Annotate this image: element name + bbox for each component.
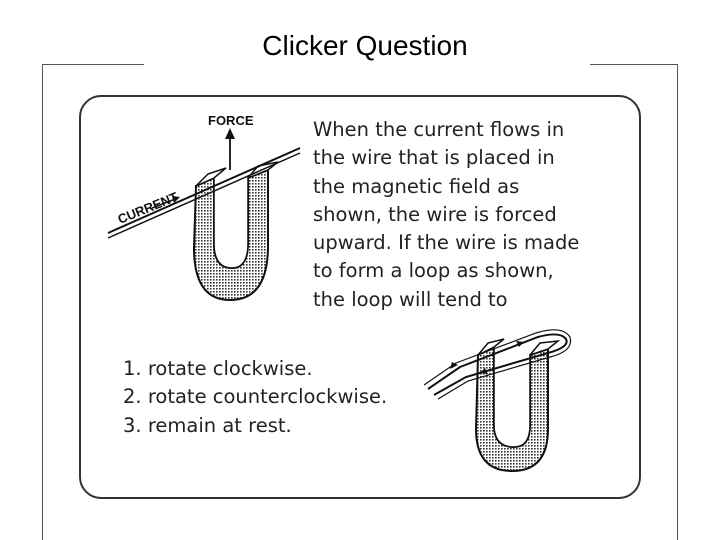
question-line: shown, the wire is forced bbox=[313, 202, 557, 226]
option-number: 1. bbox=[123, 357, 142, 380]
frame-left-line bbox=[42, 64, 43, 540]
magnet-loop-figure bbox=[420, 325, 600, 475]
current-label: CURRENT bbox=[115, 189, 181, 227]
option-number: 3. bbox=[123, 413, 142, 437]
question-line: the magnetic field as bbox=[313, 174, 520, 198]
frame-top-right-line bbox=[590, 64, 678, 65]
force-arrow-icon bbox=[225, 128, 235, 139]
option-number: 2. bbox=[123, 385, 142, 409]
force-label: FORCE bbox=[208, 113, 254, 128]
frame-right-line bbox=[677, 64, 678, 540]
magnet-wire-figure bbox=[108, 108, 308, 308]
slide-title: Clicker Question bbox=[262, 30, 468, 61]
answer-options bbox=[123, 355, 443, 440]
answer-option-2[interactable] bbox=[123, 383, 443, 411]
question-line: the wire that is placed in bbox=[313, 146, 555, 170]
frame-top-left-line bbox=[42, 64, 144, 65]
answer-option-1[interactable] bbox=[123, 355, 443, 383]
option-text: remain at rest. bbox=[147, 413, 292, 437]
option-text: rotate counterclockwise. bbox=[147, 385, 388, 409]
question-line: upward. If the wire is made bbox=[313, 231, 580, 255]
question-line: the loop will tend to bbox=[313, 287, 508, 311]
question-line: When the current flows in bbox=[313, 118, 565, 141]
option-text: rotate clockwise. bbox=[147, 357, 313, 380]
question-text bbox=[313, 116, 633, 314]
answer-option-3[interactable] bbox=[123, 412, 443, 440]
question-line: to form a loop as shown, bbox=[313, 259, 554, 283]
